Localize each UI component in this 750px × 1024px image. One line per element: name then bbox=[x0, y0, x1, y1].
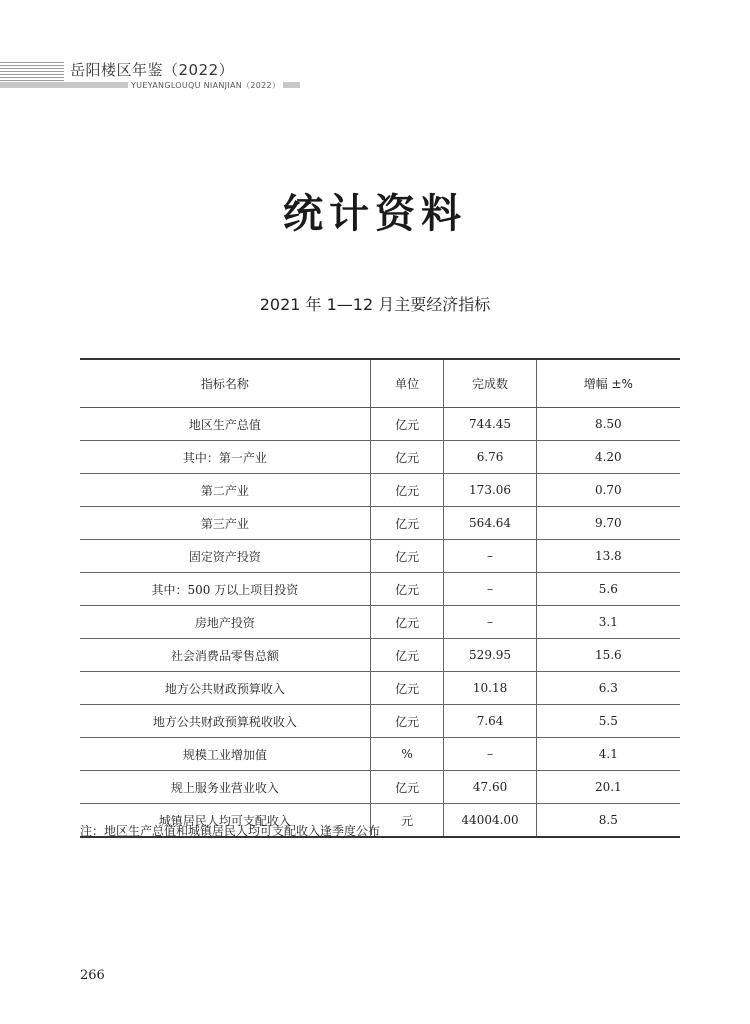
header-decoration-lines bbox=[0, 62, 64, 84]
table-cell: 0.70 bbox=[536, 474, 680, 507]
table-cell: 20.1 bbox=[536, 771, 680, 804]
table-cell: – bbox=[444, 540, 536, 573]
statistics-table bbox=[80, 358, 680, 838]
table-cell: 亿元 bbox=[370, 672, 444, 705]
table-cell: – bbox=[444, 573, 536, 606]
page-title: 统计资料 bbox=[283, 190, 467, 237]
table-cell: 5.5 bbox=[536, 705, 680, 738]
table-title: 2021 年 1—12 月主要经济指标 bbox=[259, 295, 491, 314]
column-header: 增幅 ±% bbox=[536, 359, 680, 408]
table-cell: 亿元 bbox=[370, 540, 444, 573]
column-header: 指标名称 bbox=[80, 359, 370, 408]
table-cell: 亿元 bbox=[370, 606, 444, 639]
table-cell: 47.60 bbox=[444, 771, 536, 804]
table-cell: 亿元 bbox=[370, 474, 444, 507]
table-cell: 第二产业 bbox=[80, 474, 370, 507]
page-number: 266 bbox=[80, 968, 105, 983]
column-header: 单位 bbox=[370, 359, 444, 408]
table-cell: 15.6 bbox=[536, 639, 680, 672]
table-cell: 亿元 bbox=[370, 771, 444, 804]
table-row bbox=[80, 573, 680, 606]
table-cell: 亿元 bbox=[370, 441, 444, 474]
table-row bbox=[80, 771, 680, 804]
table-cell: 其中：500 万以上项目投资 bbox=[80, 573, 370, 606]
table-cell: 房地产投资 bbox=[80, 606, 370, 639]
table-row bbox=[80, 474, 680, 507]
table-cell: 4.20 bbox=[536, 441, 680, 474]
table-cell: 173.06 bbox=[444, 474, 536, 507]
table-row bbox=[80, 507, 680, 540]
table-cell: 固定资产投资 bbox=[80, 540, 370, 573]
table-cell: 13.8 bbox=[536, 540, 680, 573]
table-cell: 10.18 bbox=[444, 672, 536, 705]
table-cell: 4.1 bbox=[536, 738, 680, 771]
table-row bbox=[80, 738, 680, 771]
table-cell: 亿元 bbox=[370, 507, 444, 540]
running-header-subtitle: YUEYANGLOUQU NIANJIAN（2022） bbox=[128, 80, 283, 91]
table-footnote: 注：地区生产总值和城镇居民人均可支配收入逢季度公布 bbox=[80, 824, 381, 838]
table-row bbox=[80, 408, 680, 441]
table-cell: 8.5 bbox=[536, 804, 680, 838]
table-row bbox=[80, 540, 680, 573]
table-cell: – bbox=[444, 606, 536, 639]
table-cell: 8.50 bbox=[536, 408, 680, 441]
table-cell: 亿元 bbox=[370, 408, 444, 441]
table-row bbox=[80, 606, 680, 639]
table-row bbox=[80, 639, 680, 672]
table-cell: 亿元 bbox=[370, 639, 444, 672]
table-row bbox=[80, 441, 680, 474]
table-cell: 564.64 bbox=[444, 507, 536, 540]
table-cell: 3.1 bbox=[536, 606, 680, 639]
running-header-title: 岳阳楼区年鉴（2022） bbox=[70, 61, 235, 79]
table-cell: 9.70 bbox=[536, 507, 680, 540]
table-cell: 529.95 bbox=[444, 639, 536, 672]
table-cell: 元 bbox=[370, 804, 444, 838]
table-cell: 7.64 bbox=[444, 705, 536, 738]
table-cell: 6.3 bbox=[536, 672, 680, 705]
table-cell: 其中：第一产业 bbox=[80, 441, 370, 474]
table-cell: 亿元 bbox=[370, 705, 444, 738]
table-cell: 社会消费品零售总额 bbox=[80, 639, 370, 672]
table-cell: – bbox=[444, 738, 536, 771]
table-cell: 地方公共财政预算税收收入 bbox=[80, 705, 370, 738]
table-cell: 第三产业 bbox=[80, 507, 370, 540]
table-cell: 744.45 bbox=[444, 408, 536, 441]
table-cell: 6.76 bbox=[444, 441, 536, 474]
table-cell: 规上服务业营业收入 bbox=[80, 771, 370, 804]
table-cell: 5.6 bbox=[536, 573, 680, 606]
table-row bbox=[80, 672, 680, 705]
table-cell: % bbox=[370, 738, 444, 771]
table-cell: 亿元 bbox=[370, 573, 444, 606]
table-cell: 规模工业增加值 bbox=[80, 738, 370, 771]
table-row bbox=[80, 705, 680, 738]
table-cell: 44004.00 bbox=[444, 804, 536, 838]
table-cell: 地方公共财政预算收入 bbox=[80, 672, 370, 705]
table-header-row bbox=[80, 359, 680, 408]
column-header: 完成数 bbox=[444, 359, 536, 408]
table-cell: 城镇居民人均可支配收入 bbox=[80, 804, 370, 838]
table-cell: 地区生产总值 bbox=[80, 408, 370, 441]
